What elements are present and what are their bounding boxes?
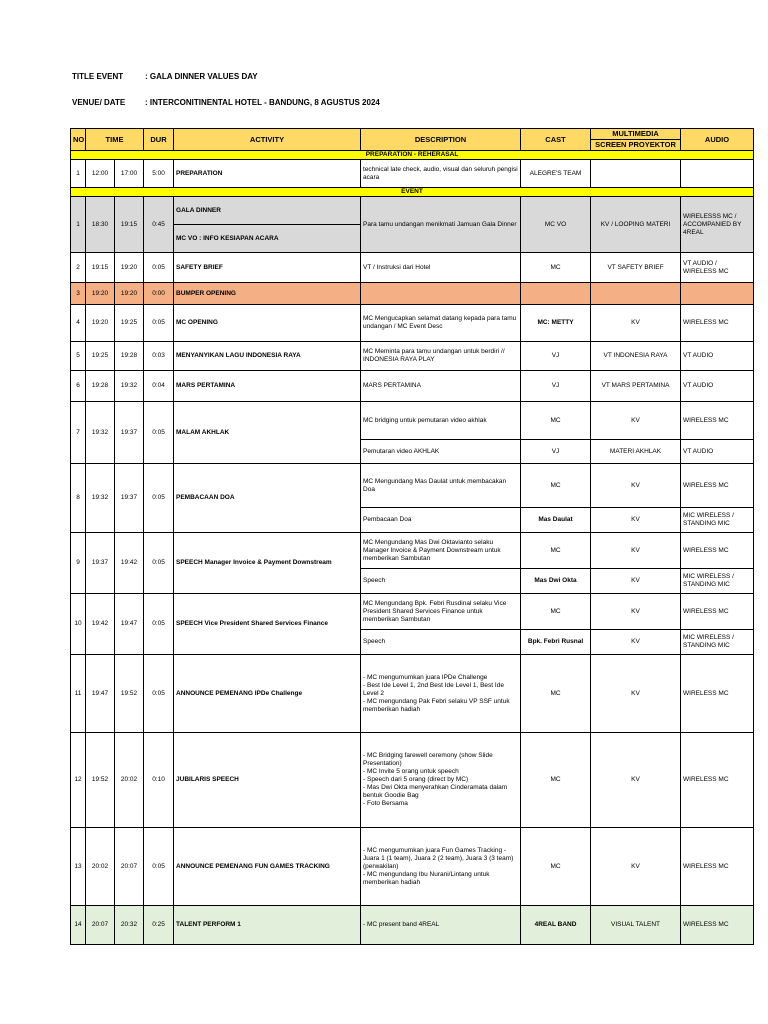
- row-end: 19:20: [115, 283, 144, 305]
- row-audio: [681, 283, 754, 305]
- row-screen: KV: [591, 464, 681, 508]
- row-activity: JUBILARIS SPEECH: [174, 733, 361, 828]
- row-no: 5: [71, 342, 86, 371]
- row-end: 20:32: [115, 906, 144, 945]
- table-row: [71, 402, 754, 440]
- row-description: MC Meminta para tamu undangan untuk berdiri // INDONESIA RAYA PLAY: [361, 342, 521, 371]
- table-row: [71, 594, 754, 630]
- row-description: [361, 283, 521, 305]
- row-end: 20:07: [115, 828, 144, 906]
- row-end: 19:28: [115, 342, 144, 371]
- row-start: 19:20: [86, 283, 115, 305]
- row-description: MARS PERTAMINA: [361, 371, 521, 402]
- row-dur: 0:05: [144, 533, 174, 594]
- row-description: Speech: [361, 569, 521, 594]
- row-cast: MC: [521, 655, 591, 733]
- row-activity: ANNOUNCE PEMENANG FUN GAMES TRACKING: [174, 828, 361, 906]
- row-start: 19:28: [86, 371, 115, 402]
- row-no: 9: [71, 533, 86, 594]
- row-screen: KV: [591, 402, 681, 440]
- table-row: [71, 342, 754, 371]
- row-description: MC Mengundang Mas Dwi Oktavianto selaku Manager Invoice & Payment Downstream untuk memberikan Sambutan: [361, 533, 521, 569]
- row-audio: [681, 160, 754, 188]
- row-audio: WIRELESS MC: [681, 402, 754, 440]
- row-description: MC Mengundang Bpk. Febri Rusdinal selaku Vice President Shared Services Finance untuk memberikan Sambutan: [361, 594, 521, 630]
- row-end: 19:37: [115, 464, 144, 533]
- table-row: [71, 371, 754, 402]
- row-end: 19:52: [115, 655, 144, 733]
- row-audio: WIRELESS MC: [681, 828, 754, 906]
- section-event-label: EVENT: [71, 188, 754, 197]
- row-audio: MIC WIRELESS / STANDING MIC: [681, 569, 754, 594]
- row-end: 17:00: [115, 160, 144, 188]
- row-audio: MIC WIRELESS / STANDING MIC: [681, 508, 754, 533]
- row-no: 8: [71, 464, 86, 533]
- header-cast: CAST: [521, 129, 591, 151]
- row-activity: PEMBACAAN DOA: [174, 464, 361, 533]
- row-cast: 4REAL BAND: [521, 906, 591, 945]
- table-row: [71, 906, 754, 945]
- row-no: 2: [71, 253, 86, 283]
- row-end: 19:42: [115, 533, 144, 594]
- table-row: [71, 160, 754, 188]
- row-cast: VJ: [521, 342, 591, 371]
- row-cast: Mas Dwi Okta: [521, 569, 591, 594]
- row-screen: KV: [591, 533, 681, 569]
- row-audio: WIRELESS MC: [681, 655, 754, 733]
- row-activity-sub: MC VO : INFO KESIAPAN ACARA: [174, 225, 361, 253]
- header-activity: ACTIVITY: [174, 129, 361, 151]
- row-dur: 0:45: [144, 197, 174, 253]
- row-start: 19:42: [86, 594, 115, 655]
- desc-line: - MC Invite 5 orang untuk speech: [363, 768, 459, 775]
- row-cast: Mas Daulat: [521, 508, 591, 533]
- row-dur: 0:05: [144, 594, 174, 655]
- title-event-value: : GALA DINNER VALUES DAY: [145, 72, 258, 81]
- row-screen: [591, 283, 681, 305]
- row-audio: VT AUDIO / WIRELESS MC: [681, 253, 754, 283]
- row-description: - MC present band 4REAL: [361, 906, 521, 945]
- desc-line: - MC mengundang Pak Febri selaku VP SSF untuk memberikan hadiah: [363, 697, 510, 713]
- row-audio: VT AUDIO: [681, 440, 754, 464]
- row-screen: KV: [591, 508, 681, 533]
- row-audio: VT AUDIO: [681, 342, 754, 371]
- row-cast: Bpk. Febri Rusnal: [521, 630, 591, 655]
- row-dur: 0:03: [144, 342, 174, 371]
- row-activity: GALA DINNER: [174, 197, 361, 225]
- row-dur: 0:05: [144, 253, 174, 283]
- row-cast: MC: [521, 733, 591, 828]
- table-row: [71, 283, 754, 305]
- row-cast: [521, 283, 591, 305]
- row-activity: SPEECH Manager Invoice & Payment Downstream: [174, 533, 361, 594]
- row-end: 19:32: [115, 371, 144, 402]
- row-dur: 0:25: [144, 906, 174, 945]
- row-cast: MC: [521, 828, 591, 906]
- row-start: 19:32: [86, 402, 115, 464]
- row-dur: 0:00: [144, 283, 174, 305]
- row-end: 19:20: [115, 253, 144, 283]
- table-row: [71, 305, 754, 342]
- desc-line: - Best Ide Level 1, 2nd Best Ide Level 1, Best Ide Level 2: [363, 681, 504, 697]
- row-no: 1: [71, 160, 86, 188]
- header-time: TIME: [86, 129, 144, 151]
- row-dur: 0:10: [144, 733, 174, 828]
- row-cast: ALEGRE'S TEAM: [521, 160, 591, 188]
- section-rehearsal-row: [71, 151, 754, 160]
- row-start: 20:02: [86, 828, 115, 906]
- row-activity: TALENT PERFORM 1: [174, 906, 361, 945]
- row-cast: MC: [521, 533, 591, 569]
- row-screen: KV: [591, 828, 681, 906]
- rundown-table: [70, 128, 754, 945]
- header-row: [71, 129, 754, 140]
- row-screen: VT MARS PERTAMINA: [591, 371, 681, 402]
- row-no: 4: [71, 305, 86, 342]
- desc-line: - Speech dari 5 orang (direct by MC): [363, 776, 469, 783]
- row-end: 20:02: [115, 733, 144, 828]
- table-row: [71, 197, 754, 225]
- title-event-label: TITLE EVENT: [72, 72, 124, 81]
- desc-line: - MC mengumumkan juara IPDe Challenge: [363, 673, 488, 681]
- row-audio: WIRELESS MC: [681, 464, 754, 508]
- row-screen: KV: [591, 733, 681, 828]
- row-description: [361, 828, 521, 906]
- row-audio: MIC WIRELESS / STANDING MIC: [681, 630, 754, 655]
- row-no: 6: [71, 371, 86, 402]
- row-description: Pemutaran video AKHLAK: [361, 440, 521, 464]
- header-screen-proyektor: SCREEN PROYEKTOR: [591, 140, 681, 151]
- row-screen: KV: [591, 594, 681, 630]
- row-no: 3: [71, 283, 86, 305]
- venue-date-value: : INTERCONITINENTAL HOTEL - BANDUNG, 8 AGUSTUS 2024: [145, 98, 380, 107]
- row-no: 12: [71, 733, 86, 828]
- row-start: 19:25: [86, 342, 115, 371]
- table-row: [71, 464, 754, 508]
- row-screen: VT SAFETY BRIEF: [591, 253, 681, 283]
- row-activity: SAFETY BRIEF: [174, 253, 361, 283]
- row-dur: 0:05: [144, 305, 174, 342]
- table-row: [71, 655, 754, 733]
- row-description: Para tamu undangan menikmati Jamuan Gala Dinner: [361, 197, 521, 253]
- row-description: MC Mengundang Mas Daulat untuk membacakan Doa: [361, 464, 521, 508]
- row-audio: WIRELESS MC: [681, 906, 754, 945]
- table-row: [71, 533, 754, 569]
- row-start: 18:30: [86, 197, 115, 253]
- row-dur: 0:05: [144, 828, 174, 906]
- row-no: 10: [71, 594, 86, 655]
- row-cast: MC: [521, 253, 591, 283]
- row-cast: MC: [521, 594, 591, 630]
- row-start: 20:07: [86, 906, 115, 945]
- row-activity: BUMPER OPENING: [174, 283, 361, 305]
- row-audio: WIRELESS MC: [681, 594, 754, 630]
- desc-line: - Foto Bersama: [363, 800, 408, 807]
- row-audio: WIRELESSS MC / ACCOMPANIED BY 4REAL: [681, 197, 754, 253]
- row-description: [361, 733, 521, 828]
- row-start: 19:32: [86, 464, 115, 533]
- row-dur: 0:05: [144, 655, 174, 733]
- row-screen: KV: [591, 655, 681, 733]
- row-activity: ANNOUNCE PEMENANG IPDe Challenge: [174, 655, 361, 733]
- row-dur: 0:05: [144, 464, 174, 533]
- row-no: 13: [71, 828, 86, 906]
- row-end: 19:25: [115, 305, 144, 342]
- row-cast: MC: [521, 464, 591, 508]
- row-description: Speech: [361, 630, 521, 655]
- row-audio: WIRELESS MC: [681, 533, 754, 569]
- header-multimedia: MULTIMEDIA: [591, 129, 681, 140]
- row-activity: MC OPENING: [174, 305, 361, 342]
- row-screen: VISUAL TALENT: [591, 906, 681, 945]
- header-description: DESCRIPTION: [361, 129, 521, 151]
- table-row: [71, 253, 754, 283]
- table-row: [71, 733, 754, 828]
- row-no: 1: [71, 197, 86, 253]
- row-dur: 0:04: [144, 371, 174, 402]
- row-no: 11: [71, 655, 86, 733]
- section-event-row: [71, 188, 754, 197]
- row-screen: [591, 160, 681, 188]
- row-dur: 5:00: [144, 160, 174, 188]
- row-cast: VJ: [521, 371, 591, 402]
- row-screen: KV: [591, 630, 681, 655]
- row-activity: MENYANYIKAN LAGU INDONESIA RAYA: [174, 342, 361, 371]
- row-screen: KV: [591, 305, 681, 342]
- row-description: technical late check, audio, visual dan seluruh pengisi acara: [361, 160, 521, 188]
- row-screen: KV / LOOPING MATERI: [591, 197, 681, 253]
- desc-line: - Mas Dwi Okta menyerahkan Cinderamata dalam bentuk Goodie Bag: [363, 784, 508, 799]
- row-screen: KV: [591, 569, 681, 594]
- row-start: 19:47: [86, 655, 115, 733]
- row-start: 19:52: [86, 733, 115, 828]
- desc-line: - MC mengumumkan juara Fun Games Tracking - Juara 1 (1 team), Juara 2 (2 team), Juara 3 (3 team) (perwakilan): [363, 846, 514, 870]
- row-start: 19:15: [86, 253, 115, 283]
- row-dur: 0:05: [144, 402, 174, 464]
- row-activity: MARS PERTAMINA: [174, 371, 361, 402]
- row-audio: WIRELESS MC: [681, 733, 754, 828]
- row-end: 19:37: [115, 402, 144, 464]
- row-cast: MC: [521, 402, 591, 440]
- header-dur: DUR: [144, 129, 174, 151]
- row-end: 19:47: [115, 594, 144, 655]
- row-description: MC bridging untuk pemutaran video akhlak: [361, 402, 521, 440]
- desc-line: - MC Bridging farewell ceremony (show Slide Presentation): [363, 752, 493, 767]
- row-audio: WIRELESS MC: [681, 305, 754, 342]
- row-start: 12:00: [86, 160, 115, 188]
- header-audio: AUDIO: [681, 129, 754, 151]
- venue-date-label: VENUE/ DATE: [72, 98, 126, 107]
- row-start: 19:37: [86, 533, 115, 594]
- row-start: 19:20: [86, 305, 115, 342]
- row-cast: VJ: [521, 440, 591, 464]
- table-row: [71, 828, 754, 906]
- row-activity: PREPARATION: [174, 160, 361, 188]
- row-no: 14: [71, 906, 86, 945]
- row-description: VT / Instruksi dari Hotel: [361, 253, 521, 283]
- header-no: NO: [71, 129, 86, 151]
- row-description: MC Mengucapkan selamat datang kepada para tamu undangan / MC Event Desc: [361, 305, 521, 342]
- desc-line: - MC mengundang Ibu Nurani/Lintang untuk memberikan hadiah: [363, 870, 490, 886]
- row-audio: VT AUDIO: [681, 371, 754, 402]
- row-description: [361, 655, 521, 733]
- row-activity: MALAM AKHLAK: [174, 402, 361, 464]
- row-activity: SPEECH Vice President Shared Services Finance: [174, 594, 361, 655]
- row-end: 19:15: [115, 197, 144, 253]
- row-screen: MATERI AKHLAK: [591, 440, 681, 464]
- row-screen: VT INDONESIA RAYA: [591, 342, 681, 371]
- row-cast: MC: METTY: [521, 305, 591, 342]
- row-description: Pembacaan Doa: [361, 508, 521, 533]
- section-rehearsal-label: PREPARATION - REHERASAL: [71, 151, 754, 160]
- row-no: 7: [71, 402, 86, 464]
- row-cast: MC VO: [521, 197, 591, 253]
